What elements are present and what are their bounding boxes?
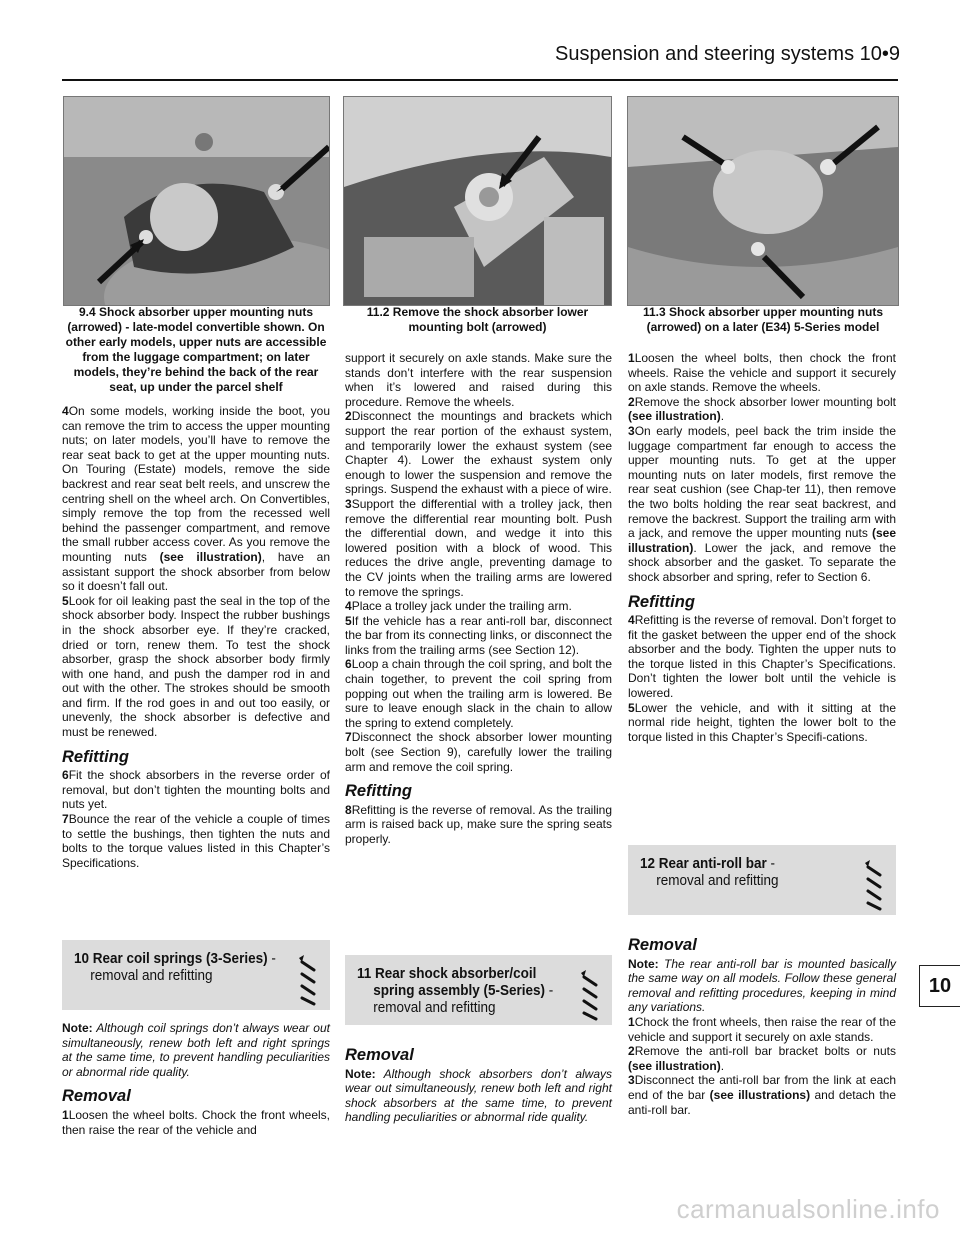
paragraph: 1Loosen the wheel bolts, then chock the front wheels. Raise the vehicle and support it securely on axle stands. Remove the wheels. (628, 351, 896, 395)
watermark: carmanualsonline.info (676, 1194, 940, 1224)
section-box-11 (345, 955, 612, 1025)
column-1-lower (62, 1021, 330, 1137)
paragraph: 8Refitting is the reverse of removal. As the trailing arm is raised back up, make sure the spring seats properly. (345, 802, 612, 846)
header-divider (62, 79, 898, 81)
paragraph: 2Disconnect the mountings and brackets which support the rear portion of the exhaust system, and temporarily lower the exhaust system (see Chapter 4). Lower the exhaust system only enough to lower the suspension and remove the springs. Suspend the exhaust with a piece of wire. (345, 409, 612, 497)
paragraph: 5Look for oil leaking past the seal in the top of the shock absorber body. Inspect the rubber bushings in the shock absorber eye. If they’re cracked, dried or torn, renew them. To test the shock absorber, grasp the shock absorber body firmly with one hand, and push the damper rod in and out with the other. The strokes should be smooth and firm. If the rod goes in and out too easily, or unevenly, the shock absorber is defective and must be renewed. (62, 593, 330, 740)
column-1 (62, 404, 330, 870)
paragraph: 7Bounce the rear of the vehicle a couple of times to settle the bushings, then tighten the nuts and bolts to the torque values listed in this Chapter’s Specifications. (62, 812, 330, 870)
figure-caption-9-4: 9.4 Shock absorber upper mounting nuts (arrowed) - late-model convertible shown. On other early models, upper nuts are accessible from the luggage compartment; on later models, they’re behind the back of the rear seat, up under the parcel shelf (65, 305, 327, 394)
chapter-tab: 10 (919, 965, 960, 1007)
column-3-lower (628, 928, 896, 1117)
section-heading: Removal (62, 1087, 131, 1106)
paragraph: 1Loosen the wheel bolts. Chock the front wheels, then raise the rear of the vehicle and (62, 1107, 330, 1137)
paragraph: 4Place a trolley jack under the trailing arm. (345, 599, 572, 614)
note: Note: Although coil springs don’t always wear out simultaneously, renew both left and right springs at the same time, to prevent handling peculiarities or abnormal ride quality. (62, 1021, 330, 1079)
paragraph: 2Remove the anti-roll bar bracket bolts or nuts (see illustration). (628, 1044, 896, 1073)
section-box-10 (62, 940, 330, 1010)
paragraph: 6Loop a chain through the coil spring, and bolt the chain together, to prevent the coil spring from popping out when the trailing arm is lowered. Be sure to leave enough slack in the chain to allow the spring to extend completely. (345, 657, 612, 730)
column-2-lower (345, 1038, 612, 1125)
paragraph: 3Disconnect the anti-roll bar from the link at each end of the bar (see illustrations) and detach the anti-roll bar. (628, 1073, 897, 1117)
paragraph: 4On some models, working inside the boot, you can remove the trim to access the upper mounting nuts; on later models, you’ll have to remove the rear seat back to get at the upper mounting nuts. On Touring (Estate) models, remove the side backrest and rear seat belt reels, and unscrew the centring shell on the wheel arch. On Convertibles, simply remove the top from the recessed well behind the passenger compartment, and remove the small rubber access cover. As you remove the mounting nuts (see illustration), have an assistant support the shock absorber from below so it doesn’t fall out. (62, 404, 331, 594)
paragraph: 1Chock the front wheels, then raise the rear of the vehicle and support it securely on axle stands. (628, 1014, 896, 1044)
figure-caption-11-3: 11.3 Shock absorber upper mounting nuts (arrowed) on a later (E34) 5-Series model (642, 305, 884, 334)
column-2 (345, 351, 612, 847)
figure-photo-11-2 (343, 96, 612, 306)
figure-caption-11-2: 11.2 Remove the shock absorber lower mounting bolt (arrowed) (366, 305, 589, 334)
paragraph: 7Disconnect the shock absorber lower mounting bolt (see Section 9), carefully lower the trailing arm and remove the coil spring. (345, 730, 612, 774)
figure-photo-9-4 (63, 96, 330, 306)
note: Note: Although shock absorbers don’t always wear out simultaneously, renew both left and right shock absorbers at the same time, to prevent handling peculiarities or abnormal ride quality. (345, 1066, 612, 1125)
page-title: Suspension and steering systems 10•9 (555, 43, 900, 65)
paragraph: 5Lower the vehicle, and with it sitting at the normal ride height, tighten the lower bolt to the torque listed in this Chapter’s Specifi-cations. (628, 700, 896, 744)
paragraph: 3On early models, peel back the trim inside the luggage compartment far enough to access the upper mounting nuts. To get at the upper mounting nuts on later models, first remove the rear seat cushion (see Chap-ter 11), then remove the two bolts holding the rear seat backrest, and remove the backrest. Support the trailing arm with a jack, and remove the upper mounting nuts (see illustration). Lower the jack, and remove the shock absorber and the gasket. To separate the shock absorber and spring, refer to Section 6. (628, 423, 896, 584)
section-box-12 (628, 845, 896, 915)
section-box-title: 12 Rear anti-roll bar - removal and refitting (640, 855, 779, 889)
section-heading: Refitting (628, 592, 695, 611)
paragraph: support it securely on axle stands. Make sure the stands don’t interfere with the rear suspension when it’s lowered and raised during this procedure. Remove the wheels. (345, 351, 612, 409)
section-box-title: 11 Rear shock absorber/coil spring assembly (5-Series) - removal and refitting (357, 965, 554, 1016)
difficulty-spanner-icon (298, 954, 318, 1006)
section-heading: Removal (628, 936, 697, 954)
note: Note: The rear anti-roll bar is mounted basically the same way on all models. Follow these general removal and refitting procedures, keeping in mind any variations. (628, 956, 896, 1015)
paragraph: 3Support the differential with a trolley jack, then remove the differential rear mounting bolt. Push the differential down, and wedge it into this lowered position with a block of wood. This reduces the drive angle, preventing damage to the CV joints when the trailing arms are lowered to remove the springs. (345, 496, 612, 599)
difficulty-spanner-icon (864, 859, 884, 911)
paragraph: 5If the vehicle has a rear anti-roll bar, disconnect the bar from its connecting links, or disconnect the links from the trailing arms (see Section 12). (345, 613, 612, 657)
section-heading: Refitting (62, 747, 129, 766)
section-heading: Removal (345, 1046, 414, 1064)
paragraph: 2Remove the shock absorber lower mounting bolt (see illustration). (628, 394, 896, 424)
figure-photo-11-3 (627, 96, 899, 306)
column-3 (628, 351, 896, 744)
paragraph: 6Fit the shock absorbers in the reverse order of removal, but don’t tighten the mounting bolts and nuts yet. (62, 768, 330, 812)
section-heading: Refitting (345, 782, 412, 801)
section-box-title: 10 Rear coil springs (3-Series) - removal and refitting (74, 950, 276, 984)
difficulty-spanner-icon (580, 969, 600, 1021)
paragraph: 4Refitting is the reverse of removal. Don’t forget to fit the gasket between the upper end of the shock absorber and the body. Tighten the upper nuts to the torque listed in this Chapter’s Specifications. Don’t tighten the lower bolt until the vehicle is lowered. (628, 613, 896, 701)
